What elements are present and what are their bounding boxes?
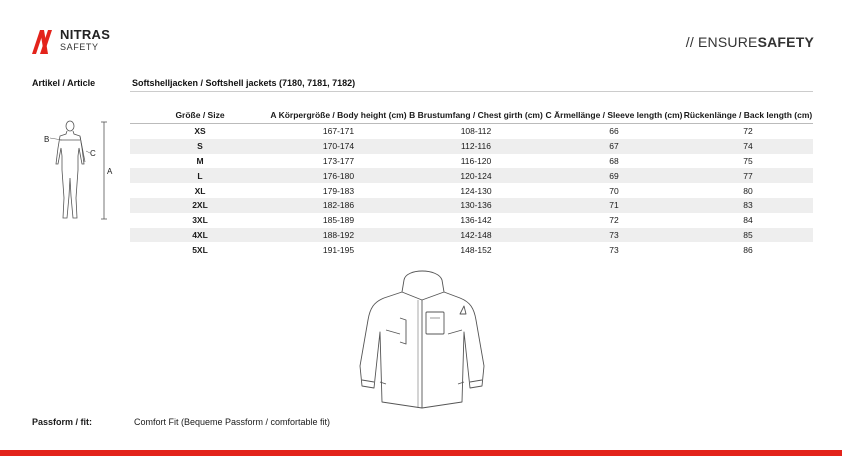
cell-chest: 148-152: [460, 244, 492, 255]
cell-sleeve: 73: [609, 244, 619, 255]
table-row: [130, 242, 813, 257]
table-row: [130, 124, 813, 139]
cell-chest: 116-120: [460, 155, 492, 166]
cell-height: 179-183: [322, 185, 355, 196]
table-row: [130, 168, 813, 183]
table-row: [130, 183, 813, 198]
cell-sleeve: 68: [609, 155, 619, 166]
cell-size: 4XL: [130, 228, 270, 243]
article-value: Softshelljacken / Softshell jackets (7180, 7181, 7182): [132, 78, 356, 88]
cell-size: M: [196, 155, 204, 166]
cell-sleeve: 70: [609, 185, 619, 196]
cell-back: 77: [683, 168, 813, 183]
nitras-logo-mark-icon: [30, 27, 58, 55]
cell-back: 72: [743, 126, 753, 137]
divider: [130, 91, 813, 92]
cell-height: 188-192: [270, 228, 407, 243]
cell-chest: 120-124: [407, 168, 545, 183]
slogan: [686, 34, 814, 50]
article-label: Artikel / Article: [32, 78, 96, 88]
label-a: A: [107, 167, 113, 176]
cell-chest: 130-136: [407, 198, 545, 213]
cell-back: 84: [743, 215, 753, 226]
cell-chest: 136-142: [460, 215, 492, 226]
cell-sleeve: 72: [609, 215, 619, 226]
cell-height: 176-180: [270, 168, 407, 183]
slogan-prefix: // ENSURE: [685, 34, 758, 50]
cell-chest: 142-148: [407, 228, 545, 243]
cell-chest: 124-130: [460, 185, 492, 196]
table-row: [130, 198, 813, 213]
table-header-row: [130, 107, 813, 124]
softshell-jacket-icon: [356, 262, 488, 412]
table-row: [130, 154, 813, 169]
cell-sleeve: 66: [609, 126, 619, 137]
cell-height: 167-171: [322, 126, 355, 137]
cell-size: 5XL: [192, 244, 208, 255]
header-back: Rückenlänge / Back length (cm): [683, 107, 813, 124]
cell-back: 80: [743, 185, 753, 196]
cell-back: 74: [683, 139, 813, 154]
cell-chest: 108-112: [460, 126, 492, 137]
nitras-logo[interactable]: [30, 27, 120, 57]
cell-sleeve: 71: [545, 198, 683, 213]
brand-name: NITRAS: [60, 27, 111, 42]
header-size: Größe / Size: [130, 107, 270, 124]
table-row: [130, 213, 813, 228]
table-row: [130, 228, 813, 243]
cell-size: 3XL: [192, 215, 208, 226]
cell-back: 86: [743, 244, 753, 255]
header-chest: B Brustumfang / Chest girth (cm): [407, 107, 545, 124]
footer-red-bar: [0, 450, 842, 456]
cell-size: 2XL: [130, 198, 270, 213]
cell-sleeve: 69: [545, 168, 683, 183]
cell-sleeve: 67: [545, 139, 683, 154]
label-c: C: [90, 149, 96, 158]
cell-size: L: [130, 168, 270, 183]
cell-size: XL: [194, 185, 206, 196]
cell-height: 185-189: [322, 215, 355, 226]
cell-sleeve: 73: [545, 228, 683, 243]
jacket-illustration: [356, 262, 488, 412]
header-sleeve: C Ärmellänge / Sleeve length (cm): [545, 107, 683, 124]
cell-size: S: [130, 139, 270, 154]
cell-chest: 112-116: [407, 139, 545, 154]
cell-height: 173-177: [322, 155, 355, 166]
cell-back: 83: [683, 198, 813, 213]
fit-label: Passform / fit:: [32, 417, 93, 427]
brand-sub: SAFETY: [60, 42, 99, 52]
table-row: [130, 139, 813, 154]
cell-height: 182-186: [270, 198, 407, 213]
label-b: B: [44, 135, 50, 144]
cell-height: 191-195: [322, 244, 355, 255]
measurement-figure: [44, 118, 124, 226]
slogan-bold: SAFETY: [757, 34, 814, 50]
fit-value: Comfort Fit (Bequeme Passform / comfortable fit): [134, 417, 331, 427]
cell-back: 75: [743, 155, 753, 166]
cell-size: XS: [194, 126, 206, 137]
cell-back: 85: [683, 228, 813, 243]
cell-height: 170-174: [270, 139, 407, 154]
header-height: A Körpergröße / Body height (cm): [270, 107, 407, 124]
size-table: [130, 107, 813, 257]
